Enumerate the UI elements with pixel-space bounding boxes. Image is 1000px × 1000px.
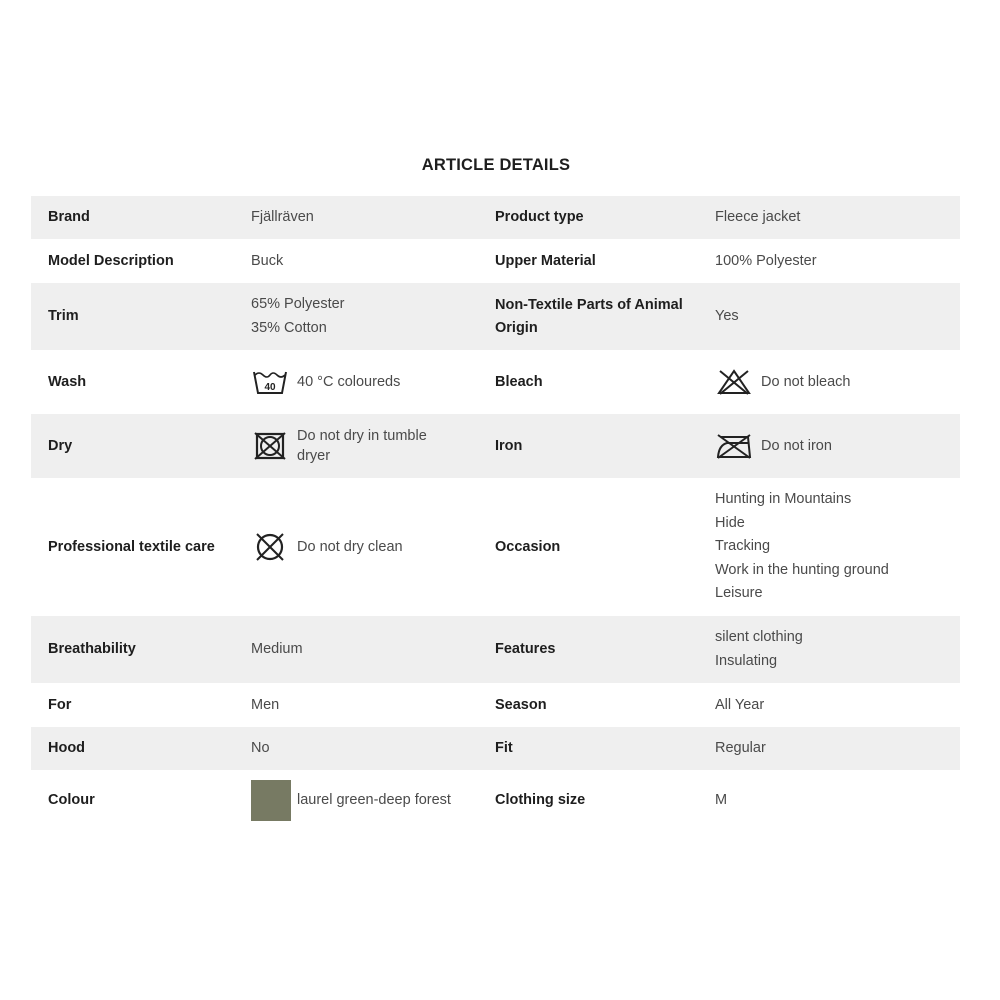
label-model-description: Model Description [31, 239, 251, 283]
wash-40-icon [251, 367, 289, 397]
label-colour: Colour [31, 770, 251, 831]
dry-clean-text: Do not dry clean [297, 538, 403, 555]
value-bleach [715, 350, 960, 414]
label-product-type: Product type [495, 196, 715, 239]
label-clothing-size: Clothing size [495, 770, 715, 831]
value-features [715, 616, 960, 683]
table-row [31, 770, 960, 831]
occasion-item: Hide [715, 514, 745, 531]
value-clothing-size: M [715, 770, 960, 831]
value-colour [251, 770, 495, 831]
value-season: All Year [715, 683, 960, 727]
value-upper-material: 100% Polyester [715, 239, 960, 283]
occasion-item: Hunting in Mountains [715, 491, 852, 508]
label-hood: Hood [31, 727, 251, 770]
value-for: Men [251, 683, 495, 727]
label-iron: Iron [495, 414, 715, 478]
value-hood: No [251, 727, 495, 770]
table-row [31, 478, 960, 616]
table-row [31, 283, 960, 350]
label-professional-textile-care: Professional textile care [31, 478, 251, 616]
value-occasion [715, 478, 960, 616]
label-season: Season [495, 683, 715, 727]
value-brand: Fjällräven [251, 196, 495, 239]
label-fit: Fit [495, 727, 715, 770]
do-not-iron-icon [715, 431, 753, 461]
label-trim: Trim [31, 283, 251, 350]
table-row [31, 196, 960, 239]
label-upper-material: Upper Material [495, 239, 715, 283]
svg-text:40: 40 [264, 382, 276, 393]
bleach-text: Do not bleach [761, 373, 851, 390]
label-breathability: Breathability [31, 616, 251, 683]
feature-item: Insulating [715, 652, 778, 669]
value-iron [715, 414, 960, 478]
table-row [31, 683, 960, 727]
table-row [31, 239, 960, 283]
value-model-description: Buck [251, 239, 495, 283]
occasion-item: Leisure [715, 585, 763, 602]
value-non-textile-animal-origin: Yes [715, 283, 960, 350]
colour-text: laurel green-deep forest [297, 792, 451, 808]
colour-swatch [251, 780, 291, 821]
label-occasion: Occasion [495, 478, 715, 616]
occasion-item: Work in the hunting ground [715, 561, 889, 578]
wash-text: 40 °C coloureds [297, 373, 401, 390]
value-fit: Regular [715, 727, 960, 770]
article-details-table [31, 196, 960, 831]
table-row [31, 350, 960, 414]
value-wash [251, 350, 495, 414]
iron-text: Do not iron [761, 437, 832, 454]
section-title: ARTICLE DETAILS [421, 156, 571, 174]
value-dry [251, 414, 495, 478]
do-not-tumble-dry-icon [251, 431, 289, 461]
table-row [31, 727, 960, 770]
value-trim [251, 283, 495, 350]
label-wash: Wash [31, 350, 251, 414]
label-dry: Dry [31, 414, 251, 478]
label-features: Features [495, 616, 715, 683]
table-row [31, 616, 960, 683]
label-bleach: Bleach [495, 350, 715, 414]
feature-item: silent clothing [715, 629, 803, 645]
table-row [31, 414, 960, 478]
value-breathability: Medium [251, 616, 495, 683]
label-non-textile-animal-origin: Non-Textile Parts of Animal Origin [495, 283, 715, 350]
dry-text: Do not dry in tumble dryer [297, 428, 427, 464]
trim-line: 35% Cotton [251, 319, 327, 336]
trim-line: 65% Polyester [251, 296, 345, 312]
do-not-bleach-icon [715, 367, 753, 397]
do-not-dry-clean-icon [251, 532, 289, 562]
label-for: For [31, 683, 251, 727]
value-product-type: Fleece jacket [715, 196, 960, 239]
label-brand: Brand [31, 196, 251, 239]
occasion-item: Tracking [715, 538, 771, 555]
value-professional-textile-care [251, 478, 495, 616]
